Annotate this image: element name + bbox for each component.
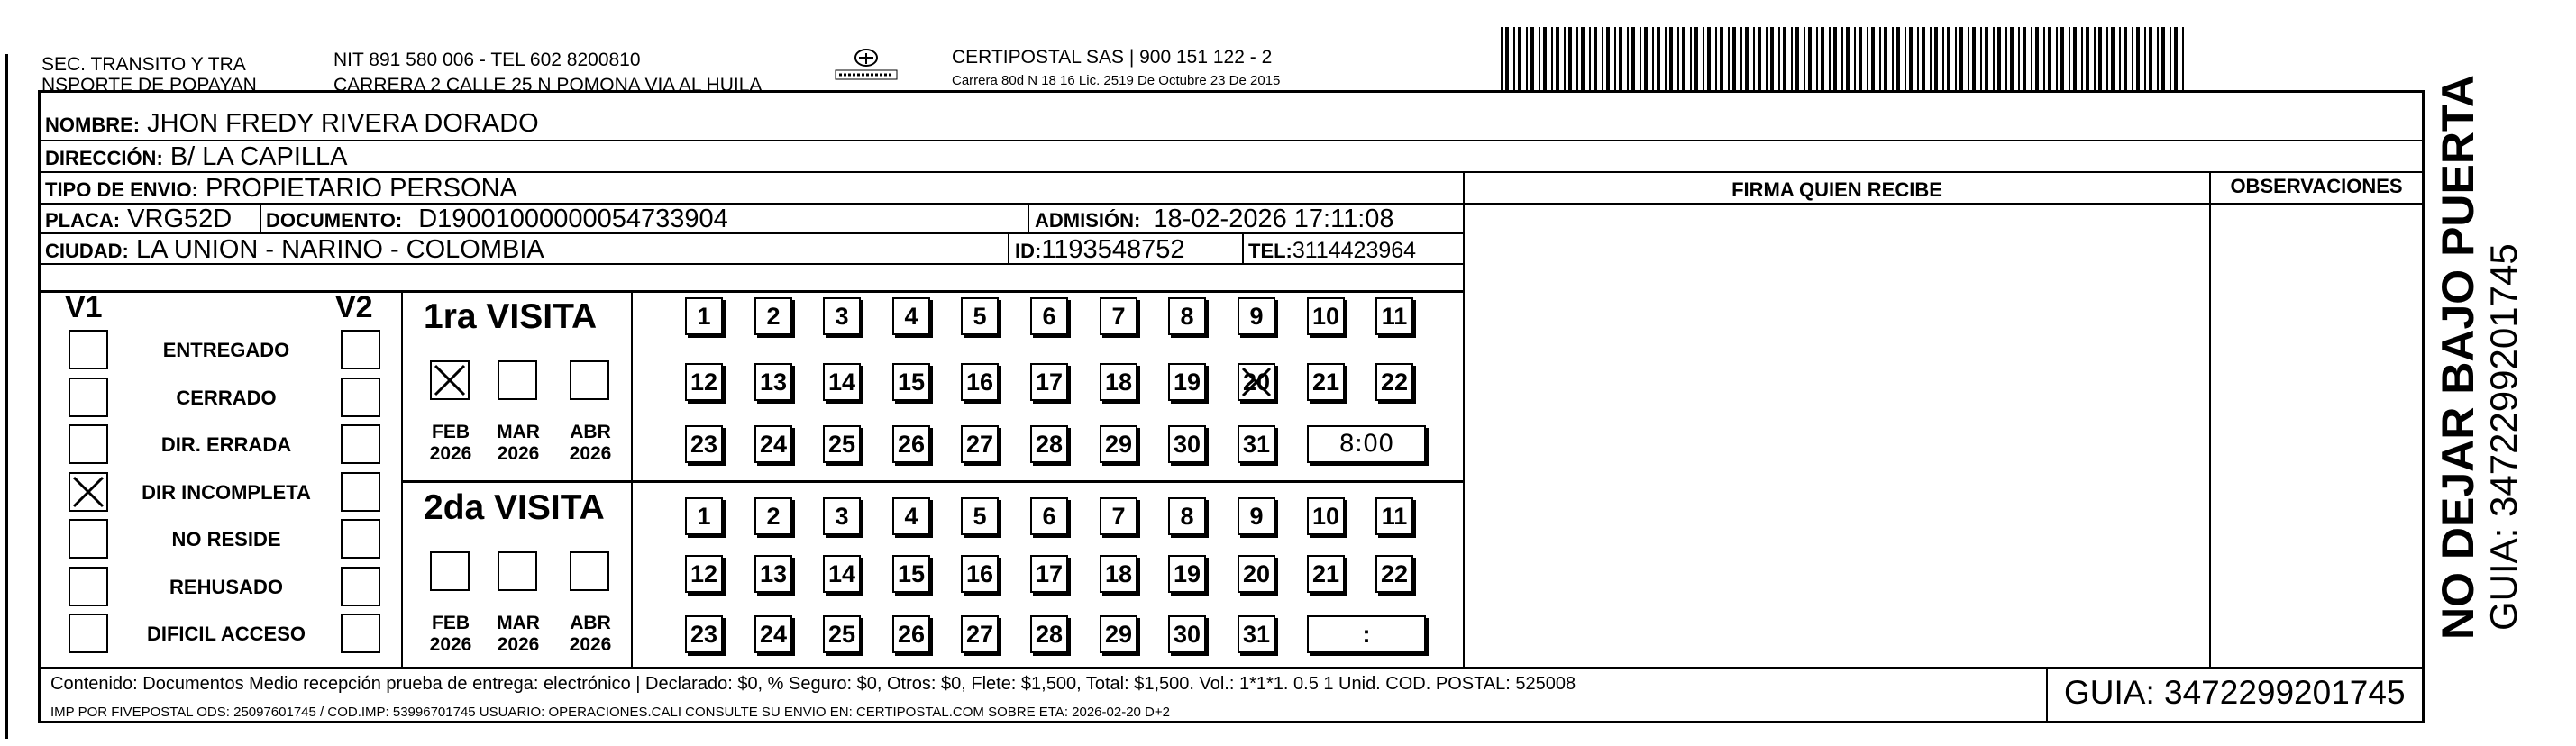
tel-value: 3114423964 (1292, 238, 1417, 263)
second-visit-month-label (563, 613, 617, 656)
second-visit-day[interactable]: 31 (1238, 615, 1275, 653)
barcode-bar (1551, 27, 1553, 90)
v1-checkbox[interactable] (69, 330, 108, 369)
barcode-bar (2073, 27, 2077, 90)
first-visit-day[interactable]: 25 (823, 425, 861, 463)
first-visit-day[interactable]: 16 (961, 363, 999, 401)
second-visit-day[interactable]: 12 (685, 555, 723, 593)
first-visit-day[interactable]: 9 (1238, 297, 1275, 335)
first-visit-day[interactable]: 29 (1100, 425, 1137, 463)
barcode-bar (1703, 27, 1704, 90)
second-visit-day[interactable]: 9 (1238, 497, 1275, 535)
barcode-bar (1589, 27, 1591, 90)
barcode-bar (1513, 27, 1515, 90)
barcode-bar (2161, 27, 2165, 90)
placa-label: PLACA: (45, 209, 121, 232)
barcode-bar (1576, 27, 1578, 90)
second-visit-title: 2da VISITA (424, 488, 605, 527)
logo-icon (834, 45, 899, 88)
barcode-bar (1884, 27, 1887, 90)
second-visit-day[interactable]: 30 (1168, 615, 1206, 653)
barcode-bar (2056, 27, 2058, 90)
first-visit-day[interactable]: 20 (1238, 363, 1275, 401)
barcode-bar (1677, 27, 1679, 90)
first-visit-day[interactable]: 27 (961, 425, 999, 463)
row-line (38, 290, 1464, 293)
barcode-bar (2023, 27, 2026, 90)
barcode-bar (1808, 27, 1812, 90)
month-year: 2026 (497, 443, 540, 464)
cell-divider (260, 204, 261, 233)
status-label: DIR. ERRADA (160, 433, 292, 456)
second-visit-day[interactable]: 8 (1168, 497, 1206, 535)
carrier-block (952, 47, 1280, 89)
month-year: 2026 (569, 443, 612, 464)
placa-value: VRG52D (127, 205, 233, 233)
id-label: ID: (1015, 240, 1042, 262)
barcode-bar (1985, 27, 1988, 90)
second-visit-day[interactable]: 11 (1375, 497, 1413, 535)
barcode-bar (1543, 27, 1547, 90)
barcode-bar (2035, 27, 2039, 90)
first-visit-day[interactable]: 28 (1030, 425, 1068, 463)
barcode-bar (1997, 27, 2001, 90)
barcode-bar (1682, 27, 1685, 90)
id-row (1015, 234, 1184, 267)
v2-checkbox[interactable] (341, 330, 380, 369)
barcode-bar (2069, 27, 2070, 90)
first-visit-day[interactable]: 8 (1168, 297, 1206, 335)
barcode-bar (2119, 27, 2121, 90)
barcode-bar (1905, 27, 1906, 90)
second-visit-day[interactable]: 1 (685, 497, 723, 535)
status-label: DIR INCOMPLETA (142, 481, 311, 504)
barcode-bar (1627, 27, 1629, 90)
status-label: DIFICIL ACCESO (146, 623, 306, 645)
barcode-bar (1833, 27, 1837, 90)
barcode-bar (1791, 27, 1793, 90)
barcode-bar (1955, 27, 1957, 90)
certipostal-logo (834, 45, 899, 88)
second-visit-month-checkbox[interactable] (498, 551, 537, 591)
barcode-bar (1606, 27, 1610, 90)
side-guia: GUIA: 3472299201745 (2482, 243, 2525, 631)
barcode-graphic (1501, 27, 2188, 90)
second-visit-day[interactable]: 23 (685, 615, 723, 653)
nombre-row (45, 108, 539, 141)
v2-checkbox[interactable] (341, 567, 380, 606)
barcode-bar (2182, 27, 2184, 90)
second-visit-day[interactable]: 22 (1375, 555, 1413, 593)
barcode-bar (1795, 27, 1799, 90)
first-visit-day[interactable]: 4 (892, 297, 930, 335)
barcode-bar (1619, 27, 1622, 90)
barcode-bar (2111, 27, 2115, 90)
barcode-bar (1871, 27, 1875, 90)
second-visit-day[interactable]: 26 (892, 615, 930, 653)
tipo-label: TIPO DE ENVIO: (45, 178, 198, 201)
first-visit-day[interactable]: 3 (823, 297, 861, 335)
nit-line: NIT 891 580 006 - TEL 602 8200810 (333, 50, 641, 70)
direccion-label: DIRECCIÓN: (45, 147, 163, 169)
status-label: NO RESIDE (171, 528, 281, 550)
barcode-bar (2043, 27, 2045, 90)
first-visit-month-checkbox[interactable] (498, 360, 537, 400)
left-edge-line (5, 54, 8, 739)
second-visit-day[interactable]: 29 (1100, 615, 1137, 653)
barcode-bar (1652, 27, 1654, 90)
barcode (1501, 27, 2188, 90)
v1-checkbox[interactable] (69, 519, 108, 559)
barcode-bar (2018, 27, 2020, 90)
first-visit-day[interactable]: 18 (1100, 363, 1137, 401)
month-year: 2026 (497, 634, 540, 655)
second-visit-day[interactable]: 5 (961, 497, 999, 535)
visit-mid-divider (631, 290, 633, 667)
first-visit-day[interactable]: 6 (1030, 297, 1068, 335)
month-name: MAR (497, 422, 540, 442)
barcode-bar (1753, 27, 1755, 90)
first-visit-day[interactable]: 13 (754, 363, 792, 401)
barcode-bar (2081, 27, 2083, 90)
barcode-bar (1530, 27, 1534, 90)
first-visit-day[interactable]: 31 (1238, 425, 1275, 463)
cell-divider (1242, 234, 1244, 264)
second-visit-day[interactable]: 14 (823, 555, 861, 593)
admision-label: ADMISIÓN: (1035, 209, 1141, 232)
ciudad-value: LA UNION - NARINO - COLOMBIA (135, 235, 544, 264)
second-visit-month-checkbox[interactable] (570, 551, 609, 591)
second-visit-day[interactable]: 3 (823, 497, 861, 535)
first-visit-month-label (563, 422, 617, 465)
barcode-bar (1501, 27, 1503, 90)
second-visit-day[interactable]: 21 (1307, 555, 1345, 593)
month-name: FEB (432, 422, 470, 442)
second-visit-day[interactable]: 2 (754, 497, 792, 535)
placa-row (45, 204, 232, 236)
first-visit-day[interactable]: 10 (1307, 297, 1345, 335)
barcode-bar (1505, 27, 1509, 90)
second-visit-day[interactable]: 28 (1030, 615, 1068, 653)
ciudad-row (45, 234, 544, 267)
barcode-bar (1640, 27, 1641, 90)
barcode-bar (2132, 27, 2133, 90)
barcode-bar (2144, 27, 2146, 90)
first-visit-day[interactable]: 23 (685, 425, 723, 463)
barcode-bar (1896, 27, 1900, 90)
first-visit-day[interactable]: 11 (1375, 297, 1413, 335)
documento-value: D19001000000054733904 (418, 205, 728, 233)
barcode-bar (1665, 27, 1667, 90)
first-visit-day[interactable]: 5 (961, 297, 999, 335)
second-visit-month-checkbox[interactable] (430, 551, 470, 591)
documento-row (266, 204, 728, 236)
v1-checkbox[interactable] (69, 424, 108, 464)
barcode-bar (1657, 27, 1660, 90)
month-name: ABR (570, 422, 611, 442)
nombre-value: JHON FREDY RIVERA DORADO (147, 109, 539, 138)
month-name: MAR (497, 613, 540, 633)
barcode-bar (1892, 27, 1894, 90)
barcode-bar (1909, 27, 1913, 90)
barcode-bar (1930, 27, 1932, 90)
guia-box-divider (2046, 667, 2048, 723)
footer-top-line (38, 667, 2422, 669)
first-visit-day[interactable]: 7 (1100, 297, 1137, 335)
second-visit-day[interactable]: 18 (1100, 555, 1137, 593)
first-visit-month-label (491, 422, 545, 465)
cell-divider (1028, 204, 1029, 233)
v1-checkbox[interactable] (69, 614, 108, 653)
firma-header: FIRMA QUIEN RECIBE (1731, 178, 1942, 201)
barcode-bar (1715, 27, 1717, 90)
nombre-label: NOMBRE: (45, 114, 141, 136)
barcode-bar (1732, 27, 1736, 90)
visit-section-divider (403, 480, 1463, 483)
ciudad-label: CIUDAD: (45, 240, 129, 262)
barcode-bar (1972, 27, 1976, 90)
second-visit-day[interactable]: 13 (754, 555, 792, 593)
barcode-bar (2094, 27, 2096, 90)
barcode-bar (1526, 27, 1528, 90)
second-visit-day[interactable]: 6 (1030, 497, 1068, 535)
firma-column-divider (1463, 171, 1465, 667)
barcode-bar (1568, 27, 1572, 90)
barcode-bar (1694, 27, 1698, 90)
second-visit-day[interactable]: 25 (823, 615, 861, 653)
barcode-bar (1778, 27, 1780, 90)
barcode-bar (1821, 27, 1824, 90)
tipo-value: PROPIETARIO PERSONA (205, 174, 517, 203)
barcode-bar (1740, 27, 1742, 90)
barcode-bar (2157, 27, 2159, 90)
second-visit-day[interactable]: 10 (1307, 497, 1345, 535)
first-visit-day[interactable]: 14 (823, 363, 861, 401)
carrier-line-1: CERTIPOSTAL SAS | 900 151 122 - 2 (952, 47, 1273, 68)
tipo-row (45, 173, 517, 205)
second-visit-day[interactable]: 20 (1238, 555, 1275, 593)
second-visit-month-label (424, 613, 478, 656)
barcode-bar (1917, 27, 1919, 90)
v1-checkbox[interactable] (69, 472, 108, 512)
admision-row (1035, 204, 1394, 236)
barcode-bar (1922, 27, 1925, 90)
second-visit-day[interactable]: 17 (1030, 555, 1068, 593)
barcode-bar (1879, 27, 1881, 90)
month-year: 2026 (429, 443, 472, 464)
footer-line-2: IMP POR FIVEPOSTAL ODS: 25097601745 / COD.IMP: 53996701745 USUARIO: OPERACIONES.CALI CONSULTE SU ENVIO EN: CERTIPOSTAL.COM SOBRE ETA: 2026-02-20 D+2 (50, 705, 1170, 720)
barcode-bar (1564, 27, 1566, 90)
second-visit-day[interactable]: 4 (892, 497, 930, 535)
barcode-bar (2098, 27, 2102, 90)
v2-checkbox[interactable] (341, 614, 380, 653)
barcode-bar (1854, 27, 1856, 90)
barcode-bar (1942, 27, 1944, 90)
direccion-value: B/ LA CAPILLA (169, 142, 348, 171)
first-visit-day[interactable]: 19 (1168, 363, 1206, 401)
v2-checkbox[interactable] (341, 472, 380, 512)
barcode-bar (1745, 27, 1749, 90)
status-label: REHUSADO (169, 576, 283, 598)
barcode-bar (1766, 27, 1768, 90)
barcode-bar (1770, 27, 1774, 90)
barcode-bar (1859, 27, 1862, 90)
month-year: 2026 (569, 634, 612, 655)
first-visit-day[interactable]: 1 (685, 297, 723, 335)
barcode-bar (1518, 27, 1521, 90)
month-name: FEB (432, 613, 470, 633)
second-visit-day[interactable]: 24 (754, 615, 792, 653)
barcode-bar (2005, 27, 2007, 90)
barcode-bar (1804, 27, 1805, 90)
barcode-bar (1594, 27, 1597, 90)
nit-block (333, 50, 762, 96)
header-line (2209, 203, 2422, 205)
second-visit-day[interactable]: 27 (961, 615, 999, 653)
barcode-bar (1631, 27, 1635, 90)
barcode-bar (1556, 27, 1559, 90)
status-section-divider (401, 290, 403, 667)
status-label: CERRADO (176, 387, 277, 409)
sender-line-1: SEC. TRANSITO Y TRA (41, 54, 246, 75)
barcode-bar (2170, 27, 2171, 90)
barcode-bar (2106, 27, 2108, 90)
barcode-bar (1690, 27, 1692, 90)
sender-line-2: NSPORTE DE POPAYAN (41, 75, 257, 96)
direccion-row (45, 141, 348, 174)
first-visit-day[interactable]: 17 (1030, 363, 1068, 401)
barcode-bar (1934, 27, 1938, 90)
second-visit-day[interactable]: 16 (961, 555, 999, 593)
id-value: 1193548752 (1041, 235, 1185, 264)
footer-line-1: Contenido: Documentos Medio recepción prueba de entrega: electrónico | Declarado: $0, % Seguro: $0, Otros: $0, Flete: $1,500, Total: $1,500. Vol.: 1*1*1. 0.5 1 Unid. COD. POSTAL: 525008 (50, 674, 1576, 694)
month-year: 2026 (429, 634, 472, 655)
second-visit-day[interactable]: 7 (1100, 497, 1137, 535)
cell-divider (1008, 234, 1009, 264)
second-visit-month-label (491, 613, 545, 656)
barcode-bar (1783, 27, 1786, 90)
v1-checkbox[interactable] (69, 378, 108, 417)
barcode-bar (2031, 27, 2032, 90)
v2-header: V2 (335, 290, 373, 324)
barcode-bar (1728, 27, 1730, 90)
month-name: ABR (570, 613, 611, 633)
second-visit-day[interactable]: 19 (1168, 555, 1206, 593)
tel-label: TEL: (1248, 240, 1293, 262)
first-visit-day[interactable]: 12 (685, 363, 723, 401)
barcode-bar (1720, 27, 1723, 90)
first-visit-day[interactable]: 22 (1375, 363, 1413, 401)
first-visit-day[interactable]: 15 (892, 363, 930, 401)
barcode-bar (1841, 27, 1843, 90)
first-visit-title: 1ra VISITA (424, 297, 598, 336)
barcode-bar (2010, 27, 2014, 90)
barcode-bar (2048, 27, 2051, 90)
first-visit-month-checkbox[interactable] (570, 360, 609, 400)
observaciones-column-divider (2209, 171, 2211, 667)
second-visit-day[interactable]: 15 (892, 555, 930, 593)
first-visit-month-checkbox[interactable] (430, 360, 470, 400)
tel-row (1248, 238, 1416, 264)
guia-box: GUIA: 3472299201745 (2064, 674, 2406, 711)
barcode-bar (1707, 27, 1711, 90)
observaciones-header: OBSERVACIONES (2230, 175, 2403, 197)
barcode-bar (1758, 27, 1761, 90)
first-visit-time-field[interactable]: 8:00 (1307, 425, 1426, 463)
barcode-bar (1669, 27, 1673, 90)
barcode-bar (1816, 27, 1818, 90)
first-visit-day[interactable]: 30 (1168, 425, 1206, 463)
barcode-bar (1644, 27, 1648, 90)
first-visit-day[interactable]: 24 (754, 425, 792, 463)
side-text (2433, 75, 2560, 640)
barcode-bar (2149, 27, 2152, 90)
second-visit-time-field[interactable]: : (1307, 615, 1426, 653)
v2-checkbox[interactable] (341, 424, 380, 464)
barcode-bar (1539, 27, 1540, 90)
v1-header: V1 (65, 290, 103, 324)
v2-checkbox[interactable] (341, 519, 380, 559)
barcode-bar (1846, 27, 1850, 90)
barcode-bar (1947, 27, 1950, 90)
barcode-bar (1959, 27, 1963, 90)
barcode-bar (1993, 27, 1995, 90)
v1-checkbox[interactable] (69, 567, 108, 606)
barcode-bar (1581, 27, 1585, 90)
barcode-bar (1614, 27, 1616, 90)
barcode-bar (1968, 27, 1969, 90)
side-warning: NO DEJAR BAJO PUERTA (2433, 75, 2483, 640)
first-visit-month-label (424, 422, 478, 465)
barcode-bar (2136, 27, 2140, 90)
v2-checkbox[interactable] (341, 378, 380, 417)
first-visit-day[interactable]: 21 (1307, 363, 1345, 401)
barcode-bar (2124, 27, 2127, 90)
admision-value: 18-02-2026 17:11:08 (1153, 205, 1394, 233)
barcode-bar (1602, 27, 1603, 90)
first-visit-day[interactable]: 26 (892, 425, 930, 463)
barcode-bar (2086, 27, 2089, 90)
barcode-bar (1867, 27, 1868, 90)
barcode-bar (2060, 27, 2064, 90)
first-visit-day[interactable]: 2 (754, 297, 792, 335)
barcode-bar (1829, 27, 1831, 90)
carrier-line-2: Carrera 80d N 18 16 Lic. 2519 De Octubre 23 De 2015 (952, 73, 1281, 88)
address-line: CARRERA 2 CALLE 25 N POMONA VIA AL HUILA (333, 75, 763, 96)
documento-label: DOCUMENTO: (266, 209, 403, 232)
status-label: ENTREGADO (162, 339, 290, 361)
barcode-bar (1980, 27, 1982, 90)
barcode-bar (2174, 27, 2178, 90)
